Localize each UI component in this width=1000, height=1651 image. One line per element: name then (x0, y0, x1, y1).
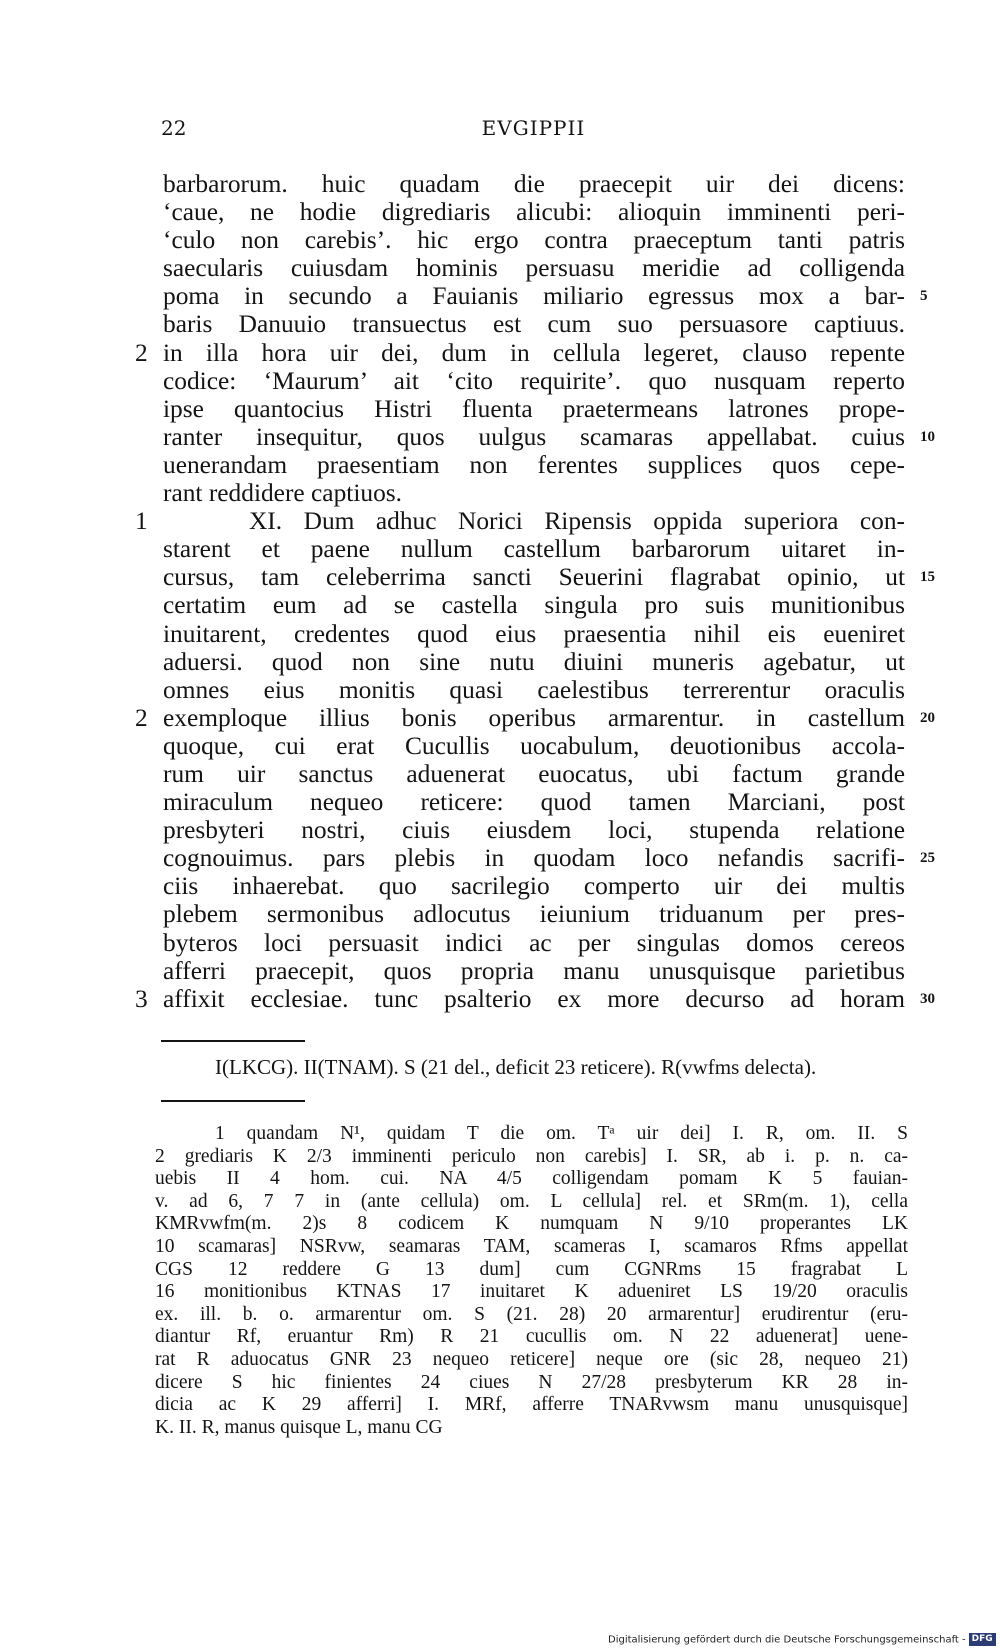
text-line (163, 563, 935, 592)
apparatus-line: dicere S hic finientes 24 ciues N 27/28 presbyterum KR 28 in- (155, 1371, 908, 1393)
apparatus-line: v. ad 6, 7 7 in (ante cellula) om. L cellula] rel. et SRm(m. 1), cella (155, 1190, 908, 1212)
line-text: rant reddidere captiuos. (163, 479, 402, 508)
line-text: ranter insequitur, quos uulgus scamaras appellabat. cuius (163, 422, 905, 451)
apparatus-line: CGS 12 reddere G 13 dum] cum CGNRms 15 fragrabat L (155, 1258, 908, 1280)
apparatus-line: uebis II 4 hom. cui. NA 4/5 colligendam pomam K 5 fauian- (155, 1168, 908, 1190)
text-line (163, 788, 905, 816)
line-text: barbarorum. huic quadam die praecepit uir dei dicens: (163, 170, 905, 198)
text-line (163, 872, 905, 900)
text-line (163, 760, 905, 788)
text-line (163, 170, 905, 198)
line-text: cursus, tam celeberrima sancti Seuerini flagrabat opinio, ut (163, 563, 905, 592)
paragraph-number: 1 (135, 507, 148, 536)
page-header (161, 116, 906, 146)
text-line (163, 451, 905, 479)
line-text: miraculum nequeo reticere: quod tamen Marciani, post (163, 788, 905, 817)
text-line (163, 620, 905, 648)
line-number: 20 (920, 709, 935, 726)
paragraph-number: 2 (135, 338, 148, 367)
text-line (163, 957, 905, 985)
text-line (163, 254, 905, 282)
text-line (163, 816, 905, 844)
text-line (135, 984, 935, 1013)
page-number: 22 (161, 116, 187, 140)
divider-rule (161, 1100, 305, 1102)
line-text: saecularis cuiusdam hominis persuasu meridie ad colligenda (163, 254, 905, 283)
line-text: rum uir sanctus aduenerat euocatus, ubi factum grande (163, 759, 905, 788)
line-number: 30 (920, 990, 935, 1007)
apparatus-line: 16 monitionibus KTNAS 17 inuitaret K adueniret LS 19/20 oraculis (155, 1281, 908, 1303)
apparatus-line: rat R aduocatus GNR 23 nequeo reticere] neque ore (sic 28, nequeo 21) (155, 1348, 908, 1370)
text-line (163, 479, 905, 507)
line-text: ‘caue, ne hodie digrediaris alicubi: alioquin imminenti peri- (163, 198, 905, 227)
line-text: affixit ecclesiae. tunc psalterio ex more decurso ad horam (163, 984, 905, 1013)
line-text: codice: ‘Maurum’ ait ‘cito requirite’. quo nusquam reperto (163, 366, 905, 395)
line-number: 5 (920, 288, 928, 305)
line-text: baris Danuuio transuectus est cum suo persuasore captiuus. (163, 310, 905, 339)
text-line (163, 844, 935, 873)
text-line (163, 732, 905, 760)
line-text: in illa hora uir dei, dum in cellula legeret, clauso repente (163, 338, 905, 367)
main-text (135, 170, 935, 1013)
line-text: exemploque illius bonis operibus armarentur. in castellum (163, 703, 905, 732)
line-text: plebem sermonibus adlocutus ieiunium triduanum per pres- (163, 900, 905, 929)
line-text: XI. Dum adhuc Norici Ripensis oppida superiora con- (163, 507, 905, 536)
text-line (163, 929, 905, 957)
sigla-line: I(LKCG). II(TNAM). S (21 del., deficit 23 reticere). R(vwfms delecta). (215, 1055, 817, 1079)
line-text: starent et paene nullum castellum barbarorum uitaret in- (163, 535, 905, 564)
line-text: certatim eum ad se castella singula pro suis munitionibus (163, 591, 905, 620)
line-text: ‘culo non carebis’. hic ergo contra praeceptum tanti patris (163, 226, 905, 255)
text-line (163, 648, 905, 676)
text-line (163, 535, 905, 563)
text-line (135, 338, 905, 367)
text-line (163, 282, 928, 311)
apparatus-line: KMRvwfm(m. 2)s 8 codicem K numquam N 9/10 properantes LK (155, 1213, 908, 1235)
line-number: 10 (920, 428, 935, 445)
text-line (163, 310, 905, 338)
line-text: uenerandam praesentiam non ferentes supplices quos cepe- (163, 450, 905, 479)
line-text: ciis inhaerebat. quo sacrilegio comperto uir dei multis (163, 872, 905, 901)
text-line (163, 900, 905, 928)
line-text: omnes eius monitis quasi caelestibus terrerentur oraculis (163, 675, 905, 704)
line-text: quoque, cui erat Cucullis uocabulum, deuotionibus accola- (163, 731, 905, 760)
line-text: inuitarent, credentes quod eius praesentia nihil eis eueniret (163, 619, 905, 648)
apparatus-line: 1 quandam N¹, quidam T die om. Tᵃ uir dei] I. R, om. II. S (215, 1123, 908, 1144)
dfg-logo-icon: DFG (969, 1633, 996, 1646)
footer-credit (608, 1633, 996, 1649)
divider-rule (161, 1040, 305, 1042)
text-line (163, 395, 905, 423)
line-text: cognouimus. pars plebis in quodam loco nefandis sacrifi- (163, 844, 905, 873)
text-line (163, 226, 905, 254)
apparatus-line: 2 grediaris K 2/3 imminenti periculo non carebis] I. SR, ab i. p. n. ca- (155, 1145, 908, 1167)
line-text: aduersi. quod non sine nutu diuini muneris agebatur, ut (163, 647, 905, 676)
apparatus-line: dicia ac K 29 afferri] I. MRf, afferre TNARvwsm manu unusquisque] (155, 1394, 908, 1416)
apparatus-line: diantur Rf, eruantur Rm) R 21 cucullis om. N 22 aduenerat] uene- (155, 1326, 908, 1348)
line-text: afferri praecepit, quos propria manu unusquisque parietibus (163, 956, 905, 985)
critical-apparatus (155, 1123, 908, 1439)
text-line (163, 422, 935, 451)
apparatus-line: ex. ill. b. o. armarentur om. S (21. 28) 20 armarentur] erudirentur (eru- (155, 1303, 908, 1325)
text-line (163, 591, 905, 619)
line-text: ipse quantocius Histri fluenta praetermeans latrones prope- (163, 394, 905, 423)
paragraph-number: 2 (135, 703, 148, 732)
text-line (163, 367, 905, 395)
text-line (163, 676, 905, 704)
paragraph-number: 3 (135, 984, 148, 1013)
text-line (135, 703, 935, 732)
line-number: 25 (920, 850, 935, 867)
running-title: EVGIPPII (481, 116, 586, 140)
text-line (135, 507, 905, 536)
line-text: byteros loci persuasit indici ac per singulas domos cereos (163, 928, 905, 957)
text-line (163, 198, 905, 226)
apparatus-line: K. II. R, manus quisque L, manu CG (155, 1416, 443, 1438)
apparatus-line: 10 scamaras] NSRvw, seamaras TAM, scameras I, scamaros Rfms appellat (155, 1235, 908, 1257)
footer-text: Digitalisierung gefördert durch die Deutsche Forschungsgemeinschaft - (608, 1634, 966, 1646)
line-text: presbyteri nostri, ciuis eiusdem loci, stupenda relatione (163, 816, 905, 845)
line-number: 15 (920, 569, 935, 586)
line-text: poma in secundo a Fauianis miliario egressus mox a bar- (163, 282, 905, 311)
